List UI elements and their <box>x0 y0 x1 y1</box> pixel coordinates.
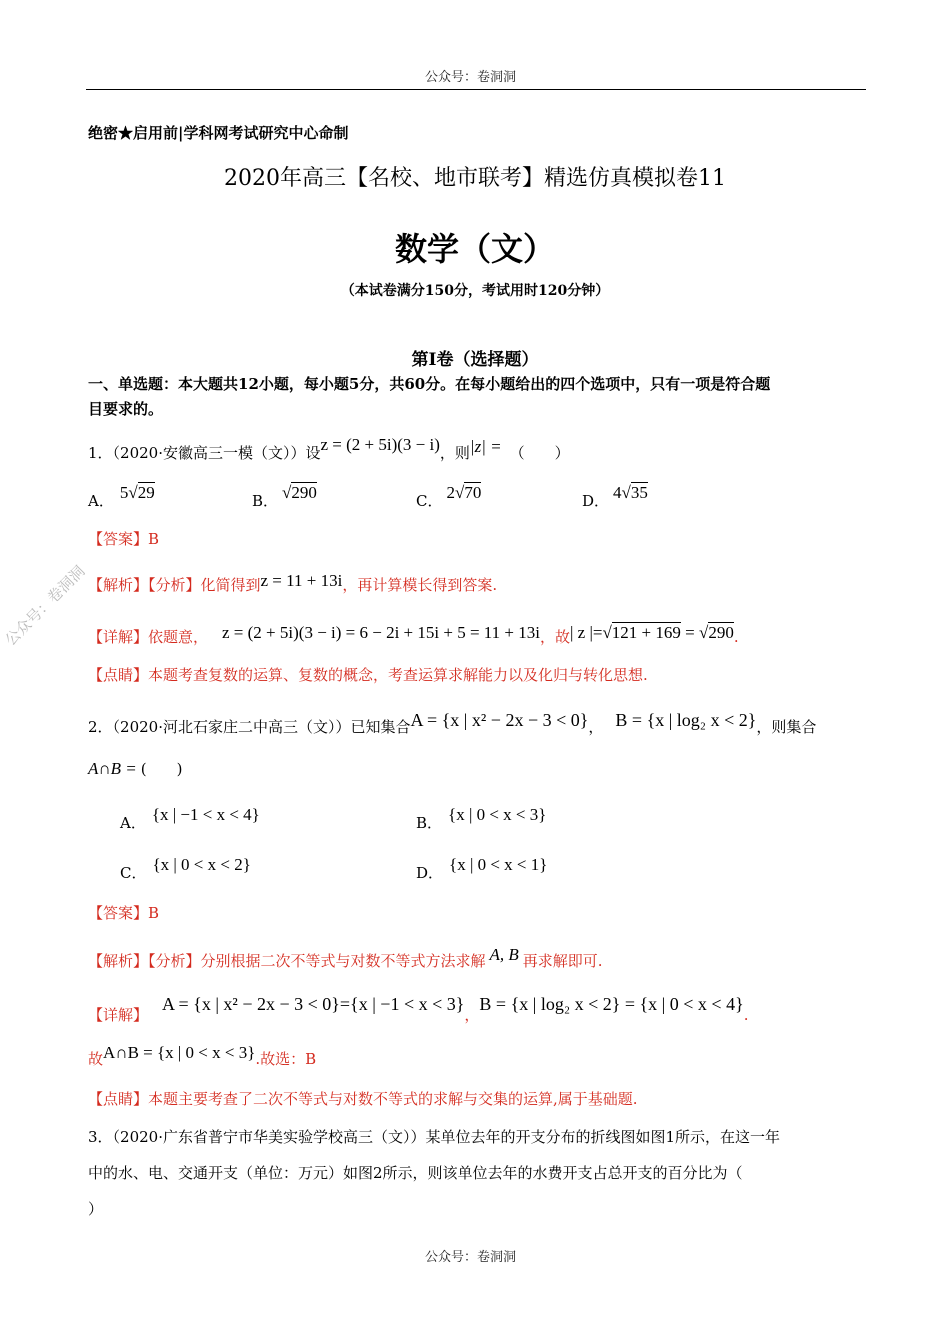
analysis-label: 【解析】【分析】化简得到 <box>88 576 261 594</box>
q3-line-1: 3．（2020·广东省普宁市华美实验学校高三（文））某单位去年的开支分布的折线图如图1所示，在这一年 <box>88 1128 781 1146</box>
q1-option-d: D． 4√35 <box>582 483 648 510</box>
q3-line-3: ） <box>88 1200 104 1218</box>
q2-analysis <box>88 945 603 971</box>
detail-equals: = <box>685 623 695 642</box>
analysis-tail: ，再计算模长得到答案. <box>342 576 498 594</box>
q2-intersection: A∩B = <box>88 759 137 778</box>
option-radicand: 290 <box>291 483 317 502</box>
header-rule <box>86 89 866 90</box>
option-radicand: 29 <box>137 483 155 502</box>
watermark: 公众号：卷洞洞 <box>1 562 89 650</box>
subject-title: 数学（文） <box>394 230 555 268</box>
page-header: 公众号：卷洞洞 <box>425 70 517 85</box>
option-label: B． <box>252 492 279 510</box>
q2-option-c <box>120 855 251 883</box>
option-text: {x | 0 < x < 2} <box>152 855 251 874</box>
q2-stem-line2 <box>88 758 183 779</box>
q1-answer: 【答案】B <box>88 530 160 548</box>
exam-note: （本试卷满分150分，考试用时120分钟） <box>340 283 610 299</box>
q1-paren: （ ） <box>509 444 570 462</box>
detail-mod: | z |= <box>570 623 603 642</box>
q2-paren: ( ) <box>140 760 183 778</box>
detail-end: . <box>743 1006 749 1024</box>
q2-set-a: A = {x | x² − 2x − 3 < 0} <box>410 710 589 730</box>
q2-set-b: B = {x | log₂ x < 2} <box>615 710 757 730</box>
q2-conclusion <box>88 1043 317 1069</box>
section-instructions-2: 目要求的。 <box>88 400 164 418</box>
detail-label: 【详解】 <box>88 1006 149 1024</box>
detail-formula-2: B = {x | log₂ x < 2} = {x | 0 < x < 4} <box>479 994 744 1014</box>
option-label: C． <box>120 864 147 882</box>
option-coef: 5 <box>119 483 129 502</box>
q2-detail <box>88 994 749 1025</box>
analysis-formula: A, B <box>489 945 519 964</box>
option-label: C． <box>416 492 443 510</box>
detail-mid: ，故 <box>539 628 570 646</box>
q2-prefix: 2．（2020·河北石家庄二中高三（文））已知集合 <box>88 718 411 736</box>
q2-option-d <box>416 855 548 883</box>
option-label: B． <box>416 814 443 832</box>
q2-answer: 【答案】B <box>88 904 160 922</box>
exam-title: 2020年高三【名校、地市联考】精选仿真模拟卷11 <box>224 166 726 191</box>
detail-comma: ， <box>464 1006 480 1024</box>
q1-stem <box>88 435 570 463</box>
page-footer: 公众号：卷洞洞 <box>425 1250 517 1265</box>
q1-option-c: C． 2√70 <box>416 483 482 510</box>
q1-formula: z = (2 + 5i)(3 − i) <box>320 435 440 454</box>
option-radicand: 70 <box>464 483 482 502</box>
q2-stem <box>88 710 817 737</box>
option-radicand: 35 <box>630 483 648 502</box>
part-title: 第Ⅰ卷（选择题） <box>411 350 539 370</box>
q1-mid: ，则 <box>439 444 470 462</box>
analysis-label: 【解析】【分析】分别根据二次不等式与对数不等式方法求解 <box>88 952 486 970</box>
q2-option-a <box>120 805 260 833</box>
detail-label: 【详解】依题意， <box>88 628 209 646</box>
q1-option-a: A． 5√29 <box>88 483 155 510</box>
conclusion-tail: .故选：B <box>255 1050 317 1068</box>
q1-option-b: B． √290 <box>252 483 317 510</box>
option-label: A． <box>88 492 114 510</box>
detail-formula-1: A = {x | x² − 2x − 3 < 0}={x | −1 < x < 3} <box>162 994 465 1014</box>
option-coef: 4 <box>613 483 622 502</box>
q1-modz: |z| = <box>469 437 502 456</box>
option-text: {x | 0 < x < 1} <box>449 855 548 874</box>
q2-tail: ，则集合 <box>756 718 817 736</box>
q1-comment: 【点睛】本题考查复数的运算、复数的概念，考查运算求解能力以及化归与转化思想. <box>88 666 648 684</box>
option-label: D． <box>582 492 610 510</box>
conclusion-formula: A∩B = {x | 0 < x < 3} <box>103 1043 256 1062</box>
q1-prefix: 1．（2020·安徽高三一模（文））设 <box>88 444 321 462</box>
analysis-tail: 再求解即可. <box>522 952 603 970</box>
option-coef: 2 <box>446 483 455 502</box>
conclusion-label: 故 <box>88 1050 104 1068</box>
detail-radicand-2: 290 <box>708 623 734 642</box>
detail-radicand-1: 121 + 169 <box>611 623 681 642</box>
q3-line-2: 中的水、电、交通开支（单位：万元）如图2所示，则该单位去年的水费开支占总开支的百分比为（ <box>88 1164 743 1182</box>
option-text: {x | 0 < x < 3} <box>448 805 547 824</box>
q1-detail: 【详解】依题意， z = (2 + 5i)(3 − i) = 6 − 2i + 15i + 5 = 11 + 13i，故| z |=√121 + 169 = √290. <box>88 623 739 646</box>
secret-line: 绝密★启用前|学科网考试研究中心命制 <box>88 124 349 142</box>
option-label: A． <box>120 814 146 832</box>
detail-formula: z = (2 + 5i)(3 − i) = 6 − 2i + 15i + 5 = 11 + 13i <box>222 623 540 642</box>
analysis-formula: z = 11 + 13i <box>260 571 343 590</box>
option-label: D． <box>416 864 444 882</box>
q2-comma: ， <box>588 718 604 736</box>
q1-analysis <box>88 571 498 595</box>
q2-option-b <box>416 805 547 833</box>
detail-end: . <box>733 628 739 646</box>
option-text: {x | −1 < x < 4} <box>151 805 260 824</box>
q2-comment: 【点睛】本题主要考查了二次不等式与对数不等式的求解与交集的运算,属于基础题. <box>88 1090 638 1108</box>
section-instructions-1: 一、单选题：本大题共12小题，每小题5分，共60分。在每小题给出的四个选项中，只有一项是符合题 <box>88 375 771 393</box>
